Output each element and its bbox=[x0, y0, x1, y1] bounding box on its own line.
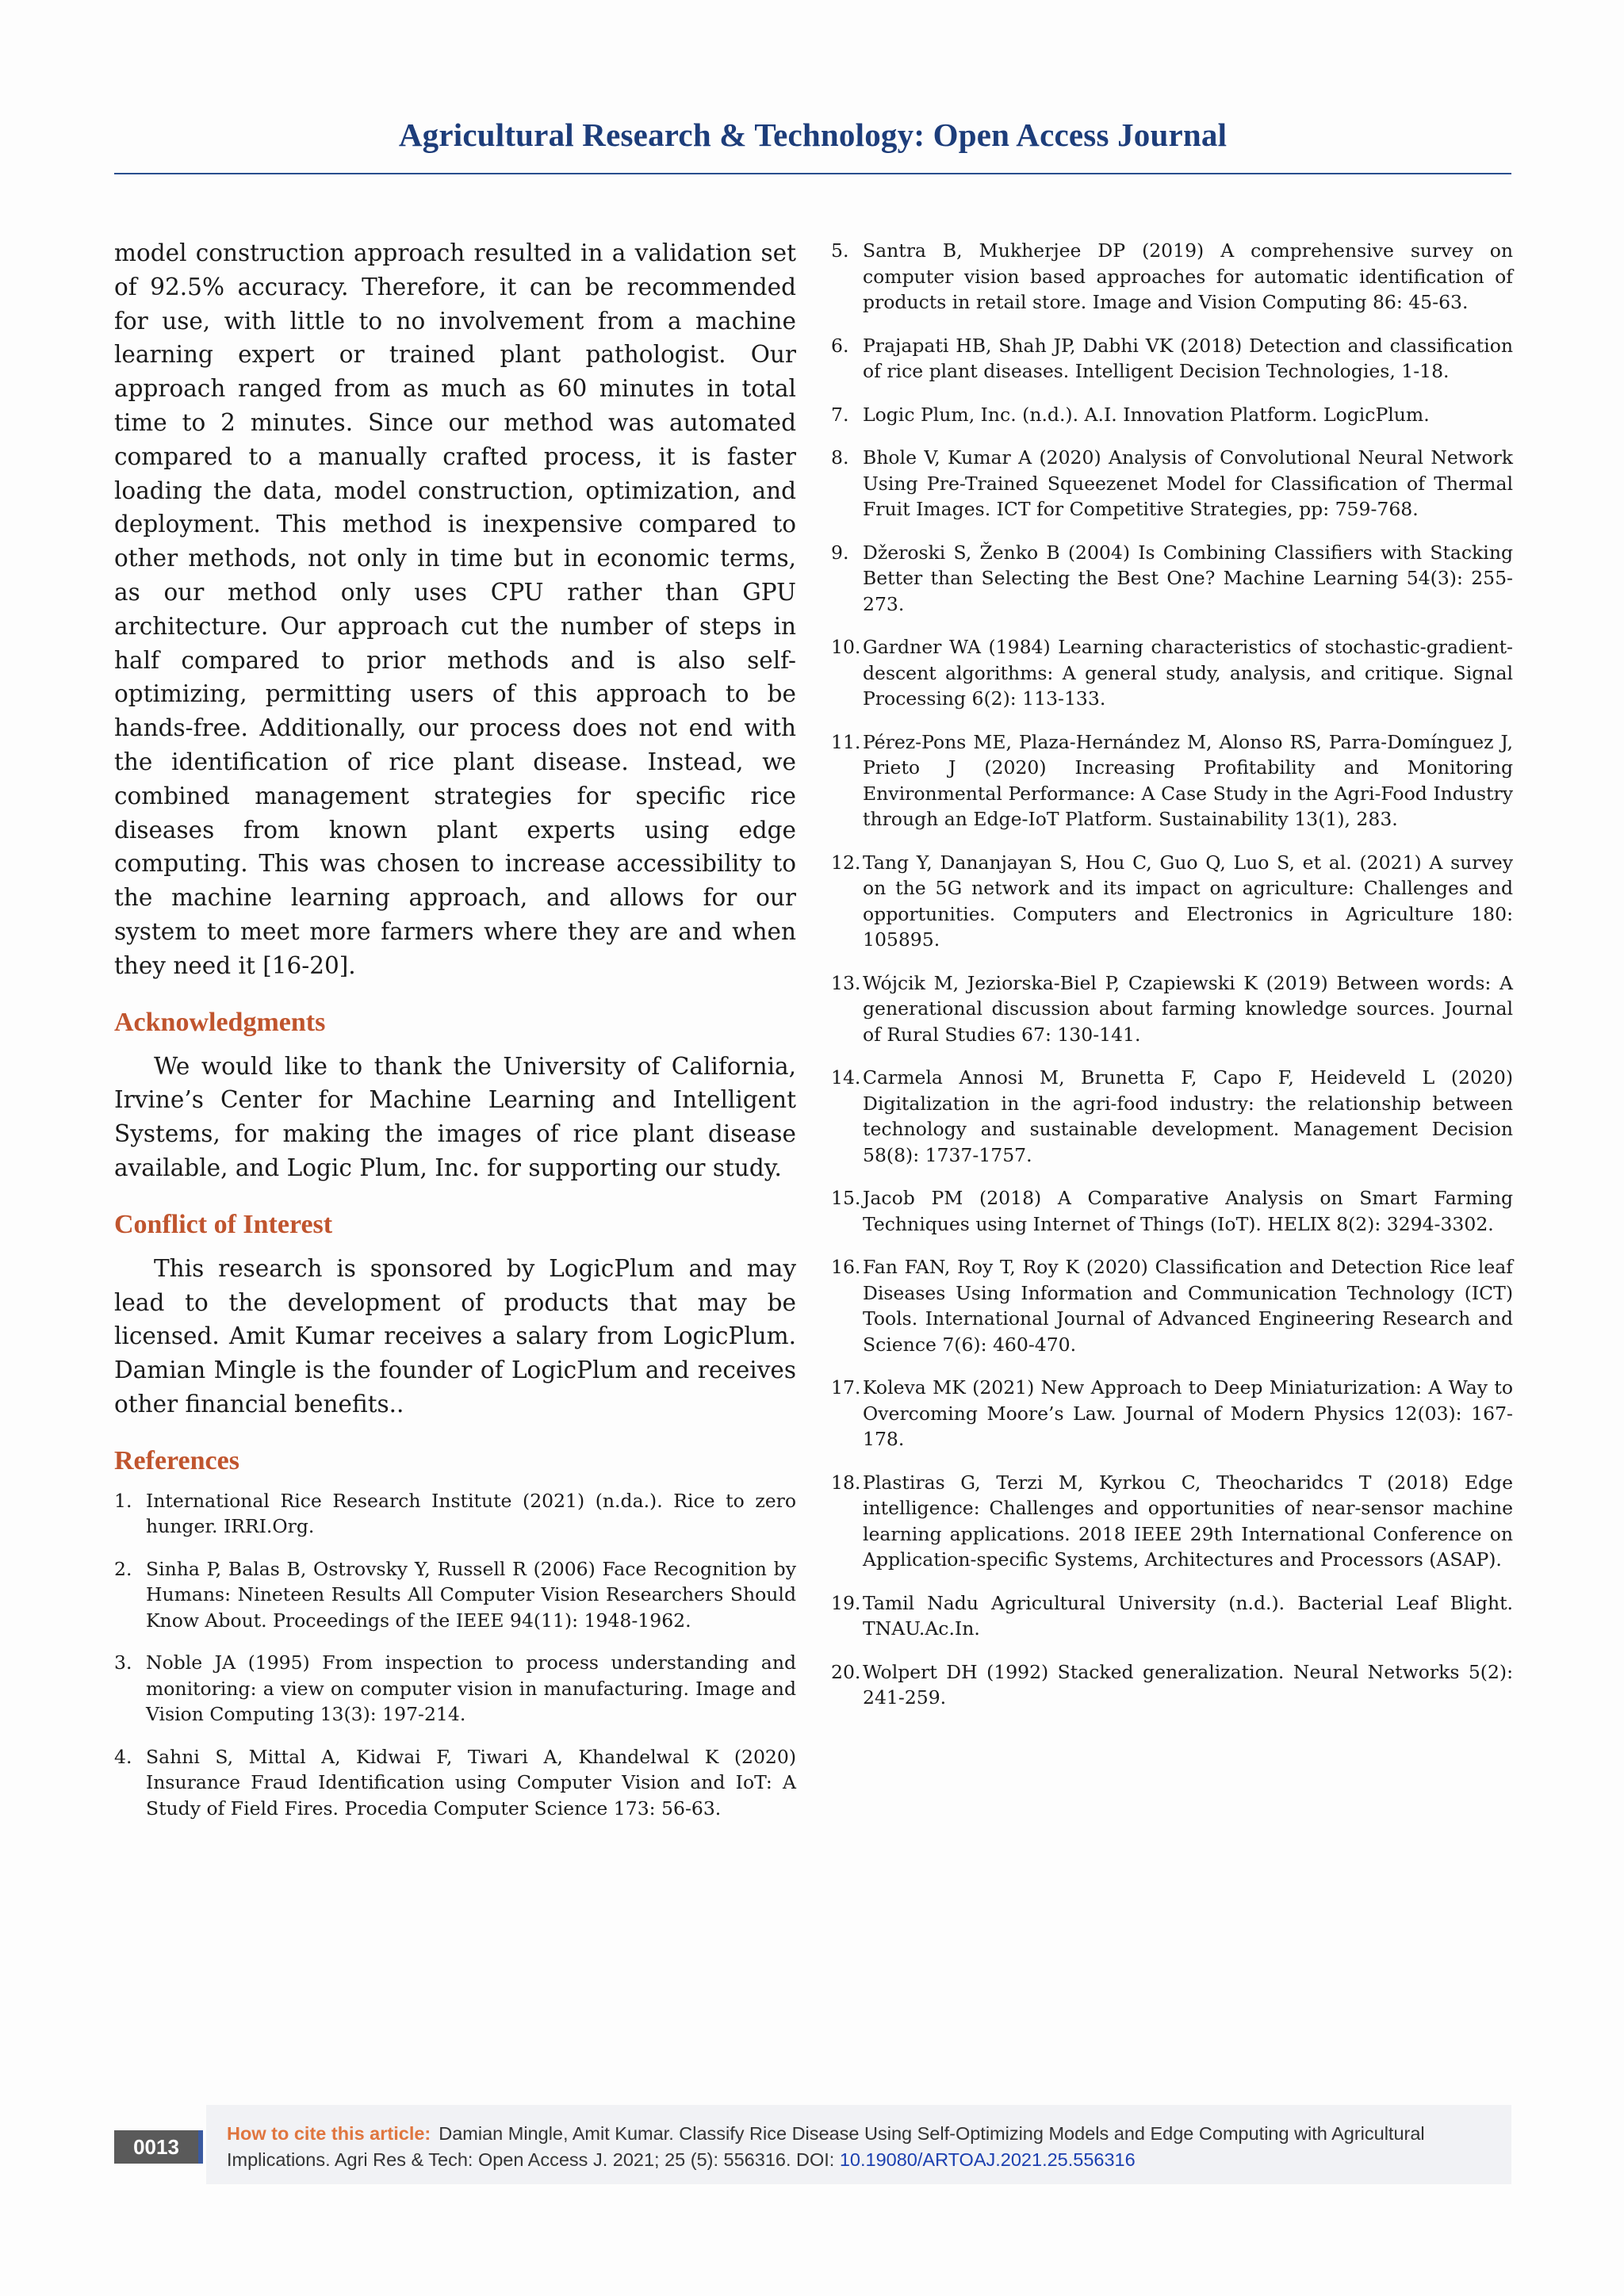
reference-number: 5. bbox=[831, 239, 849, 262]
citation-box bbox=[206, 2105, 1511, 2184]
reference-item bbox=[831, 850, 1513, 953]
references-heading: References bbox=[114, 1445, 239, 1475]
reference-text: Jacob PM (2018) A Comparative Analysis on Smart Farming Techniques using Internet of Things (IoT). HELIX 8(2): 3294-3302. bbox=[863, 1187, 1513, 1235]
reference-text: Koleva MK (2021) New Approach to Deep Miniaturization: A Way to Overcoming Moore’s Law. Journal of Modern Physics 12(03): 167-178. bbox=[863, 1376, 1513, 1450]
right-column bbox=[831, 238, 1513, 1728]
reference-number: 9. bbox=[831, 541, 849, 564]
reference-number: 10. bbox=[831, 636, 861, 658]
citation-text: Damian Mingle, Amit Kumar. Classify Rice Disease Using Self-Optimizing Models and Edge Computing with Agricultural Implications. Agri Res & Tech: Open Access J. 2021; 25 (5): 556316. DOI: bbox=[227, 2123, 1425, 2170]
reference-number: 8. bbox=[831, 446, 849, 469]
footer bbox=[114, 2105, 1511, 2184]
reference-text: Džeroski S, Ženko B (2004) Is Combining Classifiers with Stacking Better than Selecting the Best One? Machine Learning 54(3): 255-273. bbox=[863, 541, 1513, 615]
left-column bbox=[114, 236, 796, 1838]
reference-number: 13. bbox=[831, 971, 861, 994]
reference-text: Logic Plum, Inc. (n.d.). A.I. Innovation Platform. LogicPlum. bbox=[863, 403, 1430, 426]
intro-paragraph: model construction approach resulted in a validation set of 92.5% accuracy. Therefore, it can be recommended for use, with little to no involvement from a machine learning expert or trained plant pathologist. Our approach ranged from as much as 60 minutes in total time to 2 minutes. Since our method was automated compared to a manually crafted process, it is faster loading the data, model construction, optimization, and deployment. This method is inexpensive compared to other methods, not only in time but in economic terms, as our method only uses CPU rather than GPU architecture. Our approach cut the number of steps in half compared to prior methods and is also self-optimizing, permitting users of this approach to be hands-free. Additionally, our process does not end with the identification of rice plant disease. Instead, we combined management strategies for specific rice diseases from known plant experts using edge computing. This was chosen to increase accessibility to the machine learning approach, and allows for our system to meet more farmers where they are and when they need it [16-20]. bbox=[114, 239, 796, 979]
reference-number: 14. bbox=[831, 1066, 861, 1089]
reference-text: Sinha P, Balas B, Ostrovsky Y, Russell R (2006) Face Recognition by Humans: Nineteen Results All Computer Vision Researchers Should Know About. Proceedings of the IEEE 94(11): 1948-1962. bbox=[146, 1557, 796, 1632]
reference-item bbox=[831, 238, 1513, 316]
reference-number: 6. bbox=[831, 334, 849, 357]
header-divider bbox=[114, 173, 1511, 174]
reference-item bbox=[831, 540, 1513, 618]
reference-number: 11. bbox=[831, 730, 861, 753]
reference-item bbox=[831, 1375, 1513, 1452]
reference-text: Pérez-Pons ME, Plaza-Hernández M, Alonso RS, Parra-Domínguez J, Prieto J (2020) Increasing Profitability and Monitoring Environmental Performance: A Case Study in the Agri-Food Industry through an Edge-IoT Platform. Sustainability 13(1), 283. bbox=[863, 730, 1513, 830]
reference-text: Wójcik M, Jeziorska-Biel P, Czapiewski K (2019) Between words: A generational discussion about farming knowledge sources. Journal of Rural Studies 67: 130-141. bbox=[863, 971, 1513, 1046]
references-list-right bbox=[831, 238, 1513, 1711]
reference-text: Plastiras G, Terzi M, Kyrkou C, Theocharidcs T (2018) Edge intelligence: Challenges and opportunities of near-sensor machine learning applications. 2018 IEEE 29th International Conference on Application-specific Systems, Architectures and Processors (ASAP). bbox=[863, 1471, 1513, 1571]
reference-item bbox=[114, 1488, 796, 1540]
reference-item bbox=[114, 1556, 796, 1634]
references-list-left bbox=[114, 1488, 796, 1822]
reference-item bbox=[831, 970, 1513, 1048]
reference-item bbox=[831, 634, 1513, 712]
reference-number: 19. bbox=[831, 1591, 861, 1614]
reference-text: Bhole V, Kumar A (2020) Analysis of Convolutional Neural Network Using Pre-Trained Squeezenet Model for Classification of Thermal Fruit Images. ICT for Competitive Strategies, pp: 759-768. bbox=[863, 446, 1513, 520]
reference-number: 12. bbox=[831, 851, 861, 874]
reference-item bbox=[831, 1590, 1513, 1642]
acknowledgments-text: We would like to thank the University of California, Irvine’s Center for Machine Learning and Intelligent Systems, for making the images of rice plant disease available, and Logic Plum, Inc. for supporting our study. bbox=[114, 1052, 796, 1181]
reference-text: Wolpert DH (1992) Stacked generalization. Neural Networks 5(2): 241-259. bbox=[863, 1660, 1513, 1709]
reference-text: Carmela Annosi M, Brunetta F, Capo F, Heideveld L (2020) Digitalization in the agri-food industry: the relationship between technology and sustainable development. Management Decision 58(8): 1737-1757. bbox=[863, 1066, 1513, 1166]
reference-item bbox=[831, 333, 1513, 385]
doi-link[interactable]: 10.19080/ARTOAJ.2021.25.556316 bbox=[839, 2149, 1136, 2170]
acknowledgments-heading: Acknowledgments bbox=[114, 1007, 326, 1037]
reference-item bbox=[831, 1470, 1513, 1573]
reference-number: 16. bbox=[831, 1256, 861, 1278]
reference-text: Noble JA (1995) From inspection to process understanding and monitoring: a view on computer vision in manufacturing. Image and Vision Computing 13(3): 197-214. bbox=[146, 1651, 796, 1726]
reference-text: Fan FAN, Roy T, Roy K (2020) Classification and Detection Rice leaf Diseases Using Information and Communication Technology (ICT) Tools. International Journal of Advanced Engineering Research and Science 7(6): 460-470. bbox=[863, 1256, 1513, 1356]
reference-number: 20. bbox=[831, 1660, 861, 1683]
reference-item bbox=[831, 729, 1513, 832]
reference-text: Tang Y, Dananjayan S, Hou C, Guo Q, Luo S, et al. (2021) A survey on the 5G network and its impact on agriculture: Challenges and opportunities. Computers and Electronics in Agriculture 180: 105895. bbox=[863, 851, 1513, 951]
reference-item bbox=[831, 1065, 1513, 1168]
page-number-accent bbox=[198, 2130, 203, 2164]
reference-number: 15. bbox=[831, 1187, 861, 1209]
reference-number: 1. bbox=[114, 1489, 132, 1512]
conflict-text: This research is sponsored by LogicPlum and may lead to the development of products that may be licensed. Amit Kumar receives a salary from LogicPlum. Damian Mingle is the founder of LogicPlum and receives other financial benefits.. bbox=[114, 1254, 796, 1418]
reference-item bbox=[831, 402, 1513, 428]
reference-number: 2. bbox=[114, 1557, 132, 1580]
reference-item bbox=[831, 1185, 1513, 1237]
reference-number: 7. bbox=[831, 403, 849, 426]
reference-text: International Rice Research Institute (2021) (n.da.). Rice to zero hunger. IRRI.Org. bbox=[146, 1489, 796, 1538]
reference-number: 17. bbox=[831, 1376, 861, 1399]
journal-title: Agricultural Research & Technology: Open Access Journal bbox=[398, 117, 1228, 153]
reference-text: Gardner WA (1984) Learning characteristics of stochastic-gradient-descent algorithms: A general study, analysis, and critique. Signal Processing 6(2): 113-133. bbox=[863, 636, 1513, 710]
reference-item bbox=[831, 1659, 1513, 1711]
reference-number: 18. bbox=[831, 1471, 861, 1494]
reference-text: Santra B, Mukherjee DP (2019) A comprehensive survey on computer vision based approaches for automatic identification of products in retail store. Image and Vision Computing 86: 45-63. bbox=[863, 239, 1513, 313]
citation-label: How to cite this article: bbox=[227, 2123, 431, 2144]
reference-number: 3. bbox=[114, 1651, 132, 1674]
reference-item bbox=[831, 445, 1513, 522]
conflict-heading: Conflict of Interest bbox=[114, 1209, 333, 1239]
reference-text: Prajapati HB, Shah JP, Dabhi VK (2018) Detection and classification of rice plant diseases. Intelligent Decision Technologies, 1-18. bbox=[863, 334, 1513, 382]
reference-text: Sahni S, Mittal A, Kidwai F, Tiwari A, Khandelwal K (2020) Insurance Fraud Identification using Computer Vision and IoT: A Study of Field Fires. Procedia Computer Science 173: 56-63. bbox=[146, 1745, 796, 1820]
page-number: 0013 bbox=[114, 2130, 198, 2164]
reference-number: 4. bbox=[114, 1745, 132, 1768]
reference-item bbox=[114, 1744, 796, 1822]
reference-text: Tamil Nadu Agricultural University (n.d.). Bacterial Leaf Blight. TNAU.Ac.In. bbox=[863, 1591, 1513, 1640]
reference-item bbox=[831, 1254, 1513, 1357]
reference-item bbox=[114, 1650, 796, 1728]
